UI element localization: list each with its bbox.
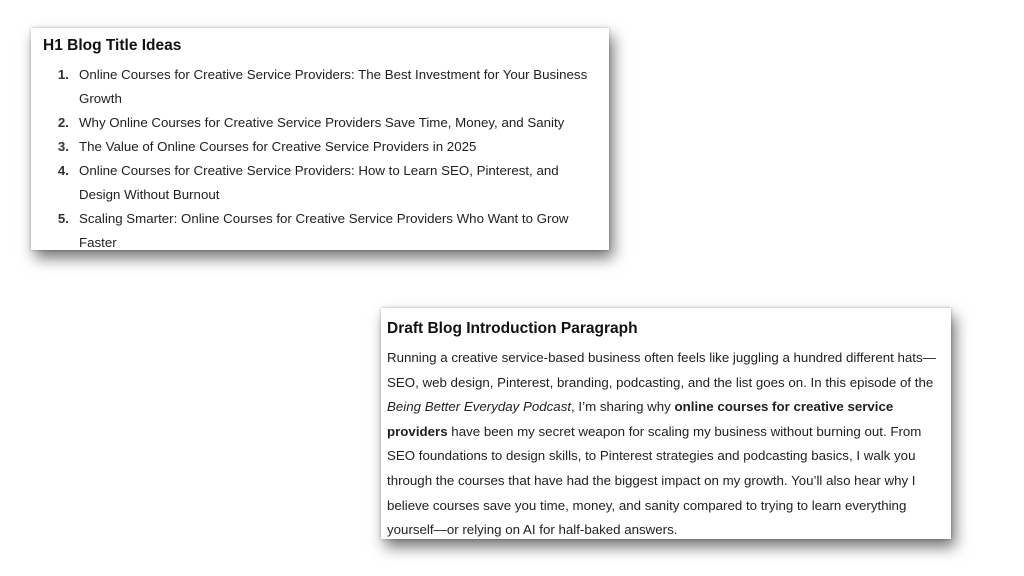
intro-paragraph [387,346,937,539]
blog-title-ideas-card [31,28,609,250]
list-item [43,135,593,159]
intro-text-part-2: , I’m sharing why [571,399,675,415]
list-item-number: 5. [57,211,69,226]
list-item [43,111,593,135]
intro-heading: Draft Blog Introduction Paragraph [387,320,638,337]
list-item-text: The Value of Online Courses for Creative Service Providers in 2025 [79,139,477,154]
list-item-text: Scaling Smarter: Online Courses for Creative Service Providers Who Want to Grow Faster [79,211,569,250]
intro-text-part-3: have been my secret weapon for scaling my business without burning out. From SEO foundations to design skills, to Pinterest strategies and podcasting basics, I walk you through the courses that have had the biggest impact on my growth. You’ll also hear why I believe courses save you time, money, and sanity compared to trying to learn everything yourself—or relying on AI for half-baked answers. [387,423,922,538]
blog-introduction-card [381,308,951,539]
list-item-number: 4. [57,163,69,178]
list-item [43,207,593,250]
list-item [43,63,593,111]
list-item-text: Why Online Courses for Creative Service Providers Save Time, Money, and Sanity [79,115,565,130]
podcast-name: Being Better Everyday Podcast [387,399,572,415]
intro-text-part-1: Running a creative service-based business often feels like juggling a hundred different hats—SEO, web design, Pinterest, branding, podcasting, and the list goes on. In this episode of the [387,350,936,390]
list-item-number: 1. [57,67,69,82]
list-item [43,159,593,207]
keyword-phrase: online courses for creative service providers [387,399,894,439]
list-item-text: Online Courses for Creative Service Providers: The Best Investment for Your Business Growth [79,67,588,106]
blog-title-list [43,63,593,250]
titles-heading: H1 Blog Title Ideas [43,37,182,54]
list-item-number: 2. [57,115,69,130]
list-item-text: Online Courses for Creative Service Providers: How to Learn SEO, Pinterest, and Design Without Burnout [79,163,559,202]
list-item-number: 3. [57,139,69,154]
